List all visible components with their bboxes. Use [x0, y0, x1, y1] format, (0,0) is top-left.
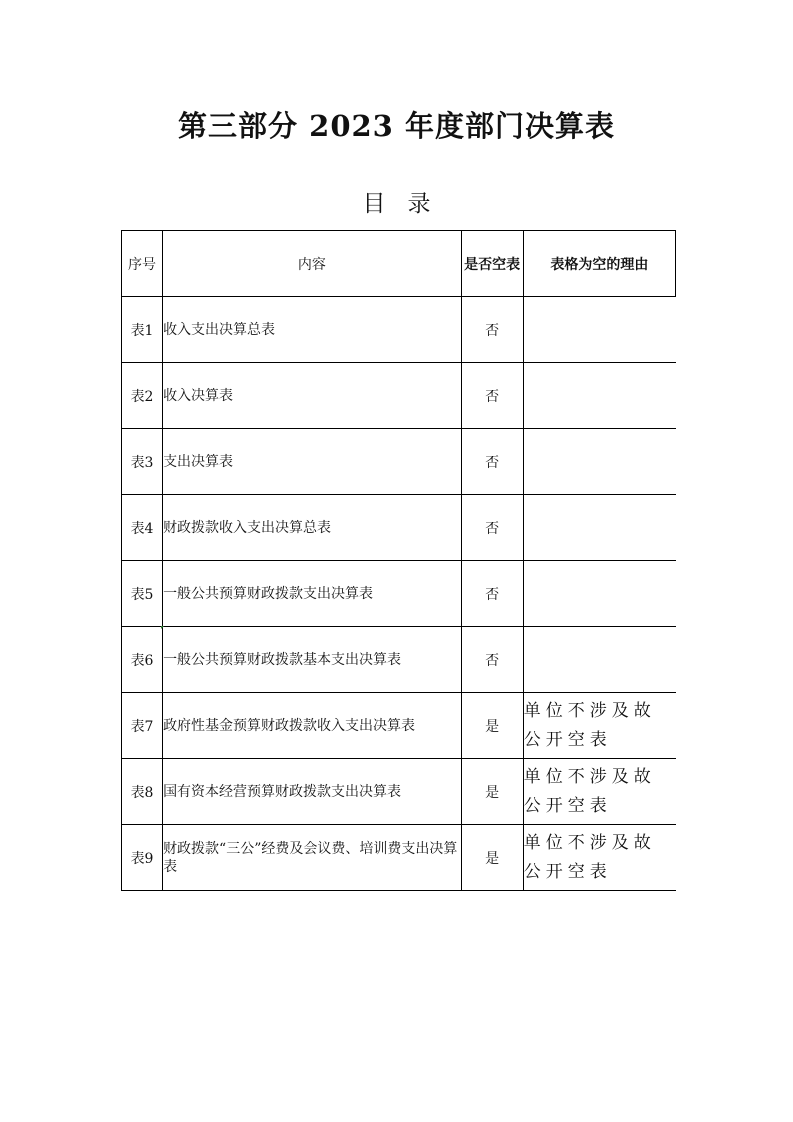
row-content: 政府性基金预算财政拨款收入支出决算表 — [163, 693, 462, 759]
table-row — [122, 561, 676, 627]
page-title: 第三部分 2023 年度部门决算表 — [178, 109, 615, 143]
toc-heading: 目录 — [362, 191, 453, 217]
header-reason: 表格为空的理由 — [523, 231, 675, 297]
row-is-empty: 否 — [461, 297, 523, 363]
row-reason: 单位不涉及故公开空表 — [523, 825, 675, 891]
table-row — [122, 363, 676, 429]
row-is-empty: 是 — [461, 693, 523, 759]
table-row — [122, 297, 676, 363]
toc-table — [121, 230, 676, 891]
row-content: 财政拨款收入支出决算总表 — [163, 495, 462, 561]
row-content: 收入支出决算总表 — [163, 297, 462, 363]
header-is-empty: 是否空表 — [461, 231, 523, 297]
row-seq: 表7 — [122, 693, 163, 759]
row-reason — [523, 495, 675, 561]
row-is-empty: 是 — [461, 825, 523, 891]
table-row — [122, 759, 676, 825]
row-seq: 表6 — [122, 627, 163, 693]
row-content: 支出决算表 — [163, 429, 462, 495]
row-reason — [523, 363, 675, 429]
table-row — [122, 825, 676, 891]
row-reason — [523, 561, 675, 627]
row-seq: 表8 — [122, 759, 163, 825]
row-reason: 单位不涉及故公开空表 — [523, 693, 675, 759]
cell-marker-triangle — [161, 626, 164, 629]
header-content: 内容 — [163, 231, 462, 297]
row-seq: 表9 — [122, 825, 163, 891]
row-content: 收入决算表 — [163, 363, 462, 429]
row-seq: 表1 — [122, 297, 163, 363]
table-row — [122, 627, 676, 693]
row-is-empty: 否 — [461, 363, 523, 429]
row-seq: 表5 — [122, 561, 163, 627]
row-is-empty: 否 — [461, 627, 523, 693]
row-seq: 表4 — [122, 495, 163, 561]
table-row — [122, 693, 676, 759]
row-is-empty: 否 — [461, 561, 523, 627]
table-header-row — [122, 231, 676, 297]
row-is-empty: 否 — [461, 495, 523, 561]
row-seq: 表3 — [122, 429, 163, 495]
row-content: 一般公共预算财政拨款基本支出决算表 — [163, 627, 462, 693]
table-row — [122, 429, 676, 495]
row-reason: 单位不涉及故公开空表 — [523, 759, 675, 825]
row-content: 一般公共预算财政拨款支出决算表 — [163, 561, 462, 627]
row-reason — [523, 429, 675, 495]
header-seq: 序号 — [122, 231, 163, 297]
row-content: 国有资本经营预算财政拨款支出决算表 — [163, 759, 462, 825]
row-reason — [523, 627, 675, 693]
table-row — [122, 495, 676, 561]
row-seq: 表2 — [122, 363, 163, 429]
row-reason — [523, 297, 675, 363]
row-is-empty: 是 — [461, 759, 523, 825]
row-is-empty: 否 — [461, 429, 523, 495]
row-content: 财政拨款“三公”经费及会议费、培训费支出决算表 — [163, 825, 462, 891]
